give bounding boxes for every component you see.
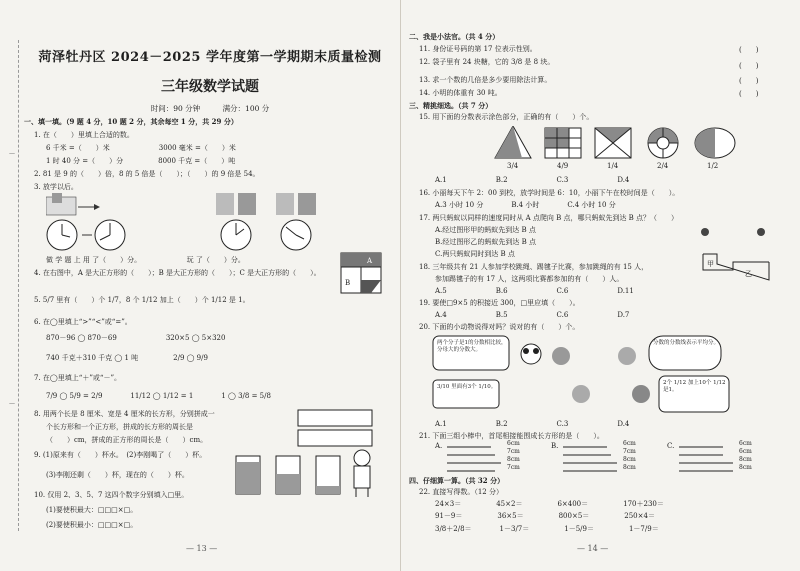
question-17-option-c: C.两只蚂蚁同时到达 B 点 bbox=[435, 250, 515, 258]
right-page bbox=[400, 0, 800, 571]
question-6-row1: 870－96 ◯ 870－69 320×5 ◯ 5×320 bbox=[46, 334, 226, 342]
section-2-heading: 二、我是小法官。（共 4 分） bbox=[409, 32, 500, 41]
exam-score: 满分：100 分 bbox=[222, 104, 270, 113]
stick-c-4: 8cm bbox=[739, 464, 752, 471]
question-3: 3. 放学以后。 bbox=[34, 183, 78, 191]
question-8-line1: 8. 用两个长是 8 厘米、宽是 4 厘米的长方形，分别拼成一 bbox=[34, 410, 215, 418]
question-17: 17. 两只蚂蚁以同样的速度同时从 A 点爬向 B 点，哪只蚂蚁先到达 B 点？（ ） bbox=[419, 214, 679, 222]
question-9-line1: 9. (1)原来有（ ）杯水。 (2)李刚喝了（ ）杯。 bbox=[34, 451, 207, 459]
stick-groups bbox=[443, 444, 783, 478]
section-3-heading: 三、精挑细选。（共 7 分） bbox=[409, 101, 493, 110]
question-18-options: A.5 B.6 C.6 D.11 bbox=[435, 287, 634, 295]
question-19: 19. 要使□9×5 的积接近 300，□里应填（ ）。 bbox=[419, 299, 580, 307]
question-19-options: A.4 B.5 C.6 D.7 bbox=[435, 311, 630, 319]
question-10: 10. 仅用 2、3、5、7 这四个数字分别填入□里。 bbox=[34, 491, 189, 499]
fraction-label: 2/4 bbox=[657, 162, 669, 170]
question-17-option-b: B.经过图形乙的蚂蚁先到达 B 点 bbox=[435, 238, 536, 246]
stick-group-a-label: A. bbox=[435, 442, 443, 450]
fraction-shapes bbox=[493, 126, 743, 160]
question-20-options: A.1 B.2 C.3 D.4 bbox=[435, 420, 630, 428]
exam-subtitle: 三年级数学试题 bbox=[161, 79, 259, 95]
question-8-line3: （ ）cm，拼成的正方形的周长是（ ）cm。 bbox=[46, 436, 208, 444]
square-figure bbox=[340, 252, 382, 294]
section-1-heading: 一、填一填。（9 题 4 分，10 题 2 分，其余每空 1 分，共 29 分） bbox=[24, 117, 238, 126]
question-1-row1: 6 千米 =（ ）米 3000 毫米 =（ ）米 bbox=[46, 144, 236, 152]
stick-group-b-label: B. bbox=[551, 442, 559, 450]
question-4: 4. 在右图中，A 是大正方形的（ ）；B 是大正方形的（ ）；C 是大正方形的（ ）。 bbox=[34, 269, 321, 277]
fraction-label: 3/4 bbox=[507, 162, 519, 170]
exam-title: 菏泽牡丹区 2024－2025 学年度第一学期期末质量检测 bbox=[38, 50, 382, 65]
question-6: 6. 在◯里填上“>”“<”或“=”。 bbox=[34, 318, 132, 326]
calc-row-2: 91－9＝ 36×5＝ 800×5＝ 250×4＝ bbox=[435, 512, 655, 520]
bubble-1: 两个分子是1的分数相比较，分母大的分数大。 bbox=[437, 340, 507, 353]
stick-b-4: 8cm bbox=[623, 464, 636, 471]
question-9-line2: (3)李刚还剩（ ）杯，现在的（ ）杯。 bbox=[46, 471, 189, 479]
question-14: 14. 小明的体重有 30 吨。 bbox=[419, 89, 502, 97]
question-7-row: 7/9 ◯ 5/9 = 2/9 11/12 ◯ 1/12 = 1 1 ◯ 3/8 = 5/8 bbox=[46, 392, 271, 400]
side-mark: — bbox=[9, 400, 15, 407]
fraction-label: 4/9 bbox=[557, 162, 569, 170]
fraction-label: 1/2 bbox=[707, 162, 719, 170]
question-1-row2: 1 时 40 分 =（ ）分 8000 千克 =（ ）吨 bbox=[46, 157, 236, 165]
judge-mark-12[interactable]: ( ) bbox=[739, 62, 759, 70]
question-12: 12. 袋子里有 24 块糖，它的 3/8 是 8 块。 bbox=[419, 58, 555, 66]
question-21: 21. 下面三组小棒中，首尾相接能围成长方形的是（ ）。 bbox=[419, 432, 604, 440]
ant-path-figure bbox=[697, 224, 777, 284]
svg-text:B: B bbox=[345, 279, 351, 287]
stick-a-2: 7cm bbox=[507, 448, 520, 455]
question-20: 20. 下面的小动物说得对吗？说对的有（ ）个。 bbox=[419, 323, 580, 331]
fraction-label: 1/4 bbox=[607, 162, 619, 170]
stick-c-2: 6cm bbox=[739, 448, 752, 455]
question-8-line2: 个长方形和一个正方形，拼成的长方形的周长是 bbox=[46, 423, 193, 431]
question-18-line1: 18. 三年级共有 21 人参加学校跳绳、踢毽子比赛，参加跳绳的有 15 人， bbox=[419, 263, 649, 271]
path-yi-label: 乙 bbox=[745, 270, 752, 278]
stick-group-c-label: C. bbox=[667, 442, 675, 450]
stick-a-1: 6cm bbox=[507, 440, 520, 447]
bubble-2: 分数的分数线表示平均分。 bbox=[653, 340, 720, 346]
side-mark: — bbox=[9, 150, 15, 157]
question-13: 13. 求一个数的几倍是多少要用除法计算。 bbox=[419, 76, 552, 84]
question-11: 11. 身份证号码的第 17 位表示性别。 bbox=[419, 45, 537, 53]
question-18-line2: 参加踢毽子的有 17 人，这两项比赛都参加的有（ ）人。 bbox=[435, 275, 624, 283]
question-15: 15. 用下面的分数表示涂色部分，正确的有（ ）个。 bbox=[419, 113, 594, 121]
page-number: — 13 — bbox=[186, 544, 218, 553]
exam-meta bbox=[30, 103, 390, 114]
rectangle-figure bbox=[296, 408, 376, 448]
question-17-option-a: A.经过图形甲的蚂蚁先到达 B 点 bbox=[435, 226, 536, 234]
question-6-row2: 740 千克＋310 千克 ◯ 1 吨 2/9 ◯ 9/9 bbox=[46, 354, 208, 362]
stick-a-4: 7cm bbox=[507, 464, 520, 471]
svg-text:A: A bbox=[367, 257, 373, 265]
question-2: 2. 81 是 9 的（ ）倍，8 的 5 倍是（ ）；（ ）的 9 倍是 54。 bbox=[34, 170, 260, 178]
question-7: 7. 在◯里填上“＋”或“－”。 bbox=[34, 374, 122, 382]
exam-time: 时间：90 分钟 bbox=[150, 104, 201, 113]
question-16-options: A.3 小时 10 分 B.4 小时 C.4 小时 10 分 bbox=[435, 201, 616, 209]
stick-c-3: 8cm bbox=[739, 456, 752, 463]
question-15-options: A.1 B.2 C.3 D.4 bbox=[435, 176, 630, 184]
question-16: 16. 小丽每天下午 2：00 到校，放学时间是 6：10，小丽下午在校时间是（ ）。 bbox=[419, 189, 680, 197]
question-10-part1: (1)要使积最大：□□□×□。 bbox=[46, 506, 138, 514]
judge-mark-11[interactable]: ( ) bbox=[739, 46, 759, 54]
calc-row-1: 24×3＝ 45×2＝ 6×400＝ 170＋230＝ bbox=[435, 500, 664, 508]
bubble-4: 2个 1/12 加上10个 1/12 是1。 bbox=[663, 380, 726, 393]
path-jia-label: 甲 bbox=[707, 260, 714, 268]
stick-b-2: 7cm bbox=[623, 448, 636, 455]
question-5: 5. 5/7 里有（ ）个 1/7，8 个 1/12 加上（ ）个 1/12 是 1。 bbox=[34, 296, 250, 304]
question-10-part2: (2)要使积最小：□□□×□。 bbox=[46, 521, 138, 529]
binding-line bbox=[18, 40, 19, 531]
question-3-answer: 做 学 题 上 用 了（ ）分。 玩 了（ ）分。 bbox=[46, 256, 245, 264]
stick-a-3: 8cm bbox=[507, 456, 520, 463]
judge-mark-14[interactable]: ( ) bbox=[739, 90, 759, 98]
stick-b-3: 8cm bbox=[623, 456, 636, 463]
stick-c-1: 6cm bbox=[739, 440, 752, 447]
cups-illustration bbox=[234, 448, 384, 498]
bubble-3: 3/10 里面有3个 1/10。 bbox=[437, 384, 497, 390]
stick-b-1: 6cm bbox=[623, 440, 636, 447]
section-4-heading: 四、仔细算一算。（共 32 分） bbox=[409, 476, 505, 485]
page-number: — 14 — bbox=[577, 544, 609, 553]
clock-illustrations bbox=[46, 193, 366, 255]
question-1: 1. 在（ ）里填上合适的数。 bbox=[34, 131, 134, 139]
judge-mark-13[interactable]: ( ) bbox=[739, 77, 759, 85]
calc-row-3: 3/8＋2/8＝ 1－3/7＝ 1－5/9＝ 1－7/9＝ bbox=[435, 525, 659, 533]
question-22: 22. 直接写得数。（12 分） bbox=[419, 488, 503, 496]
